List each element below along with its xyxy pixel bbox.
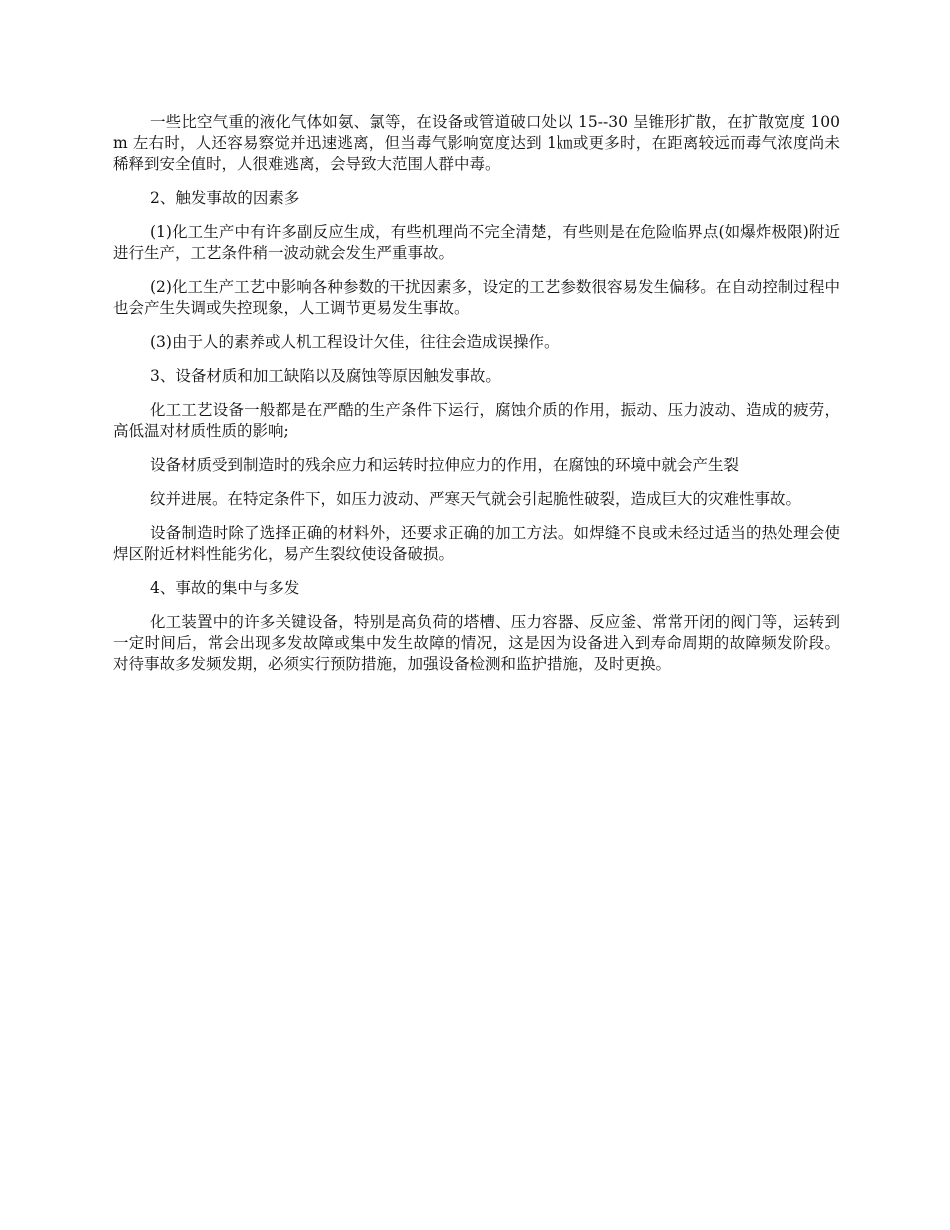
paragraph-residual-stress: 设备材质受到制造时的残余应力和运转时拉伸应力的作用，在腐蚀的环境中就会产生裂 — [150, 456, 740, 474]
paragraph-human-factors: (3)由于人的素养或人机工程设计欠佳，往往会造成误操作。 — [150, 333, 560, 351]
paragraph-process-parameters: (2)化工生产工艺中影响各种参数的干扰因素多，设定的工艺参数很容易发生偏移。在自动控制过程中也会产生失调或失控现象，人工调节更易发生事故。 — [113, 278, 840, 317]
paragraph-harsh-conditions: 化工工艺设备一般都是在严酷的生产条件下运行，腐蚀介质的作用，振动、压力波动、造成的疲劳，高低温对材质性质的影响; — [113, 401, 840, 440]
paragraph-key-equipment-failures: 化工装置中的许多关键设备，特别是高负荷的塔槽、压力容器、反应釜、常常开闭的阀门等，运转到一定时间后，常会出现多发故障或集中发生故障的情况，这是因为设备进入到寿命周期的故障频发阶段。对待事故多发频发期，必须实行预防措施，加强设备检测和监护措施，及时更换。 — [113, 613, 840, 673]
paragraph-toxic-gas-diffusion: 一些比空气重的液化气体如氨、氯等，在设备或管道破口处以 15--30 呈锥形扩散，在扩散宽度 100m 左右时，人还容易察觉并迅速逃离，但当毒气影响宽度达到 1㎞或更多时，在距离较远而毒气浓度尚未稀释到安全值时，人很难逃离，会导致大范围人群中毒。 — [113, 113, 840, 173]
section-heading-concentrated-accidents: 4、事故的集中与多发 — [150, 579, 300, 597]
paragraph-side-reactions: (1)化工生产中有许多副反应生成，有些机理尚不完全清楚，有些则是在危险临界点(如爆炸极限)附近进行生产，工艺条件稍一波动就会发生严重事故。 — [113, 223, 840, 262]
section-heading-triggers: 2、触发事故的因素多 — [150, 189, 300, 207]
paragraph-manufacturing-methods: 设备制造时除了选择正确的材料外，还要求正确的加工方法。如焊缝不良或未经过适当的热处理会使焊区附近材料性能劣化，易产生裂纹使设备破损。 — [113, 524, 840, 563]
document-page — [113, 112, 840, 688]
paragraph-crack-propagation: 纹并进展。在特定条件下，如压力波动、严寒天气就会引起脆性破裂，造成巨大的灾难性事故。 — [150, 490, 802, 508]
section-heading-equipment-defects: 3、设备材质和加工缺陷以及腐蚀等原因触发事故。 — [150, 367, 501, 385]
